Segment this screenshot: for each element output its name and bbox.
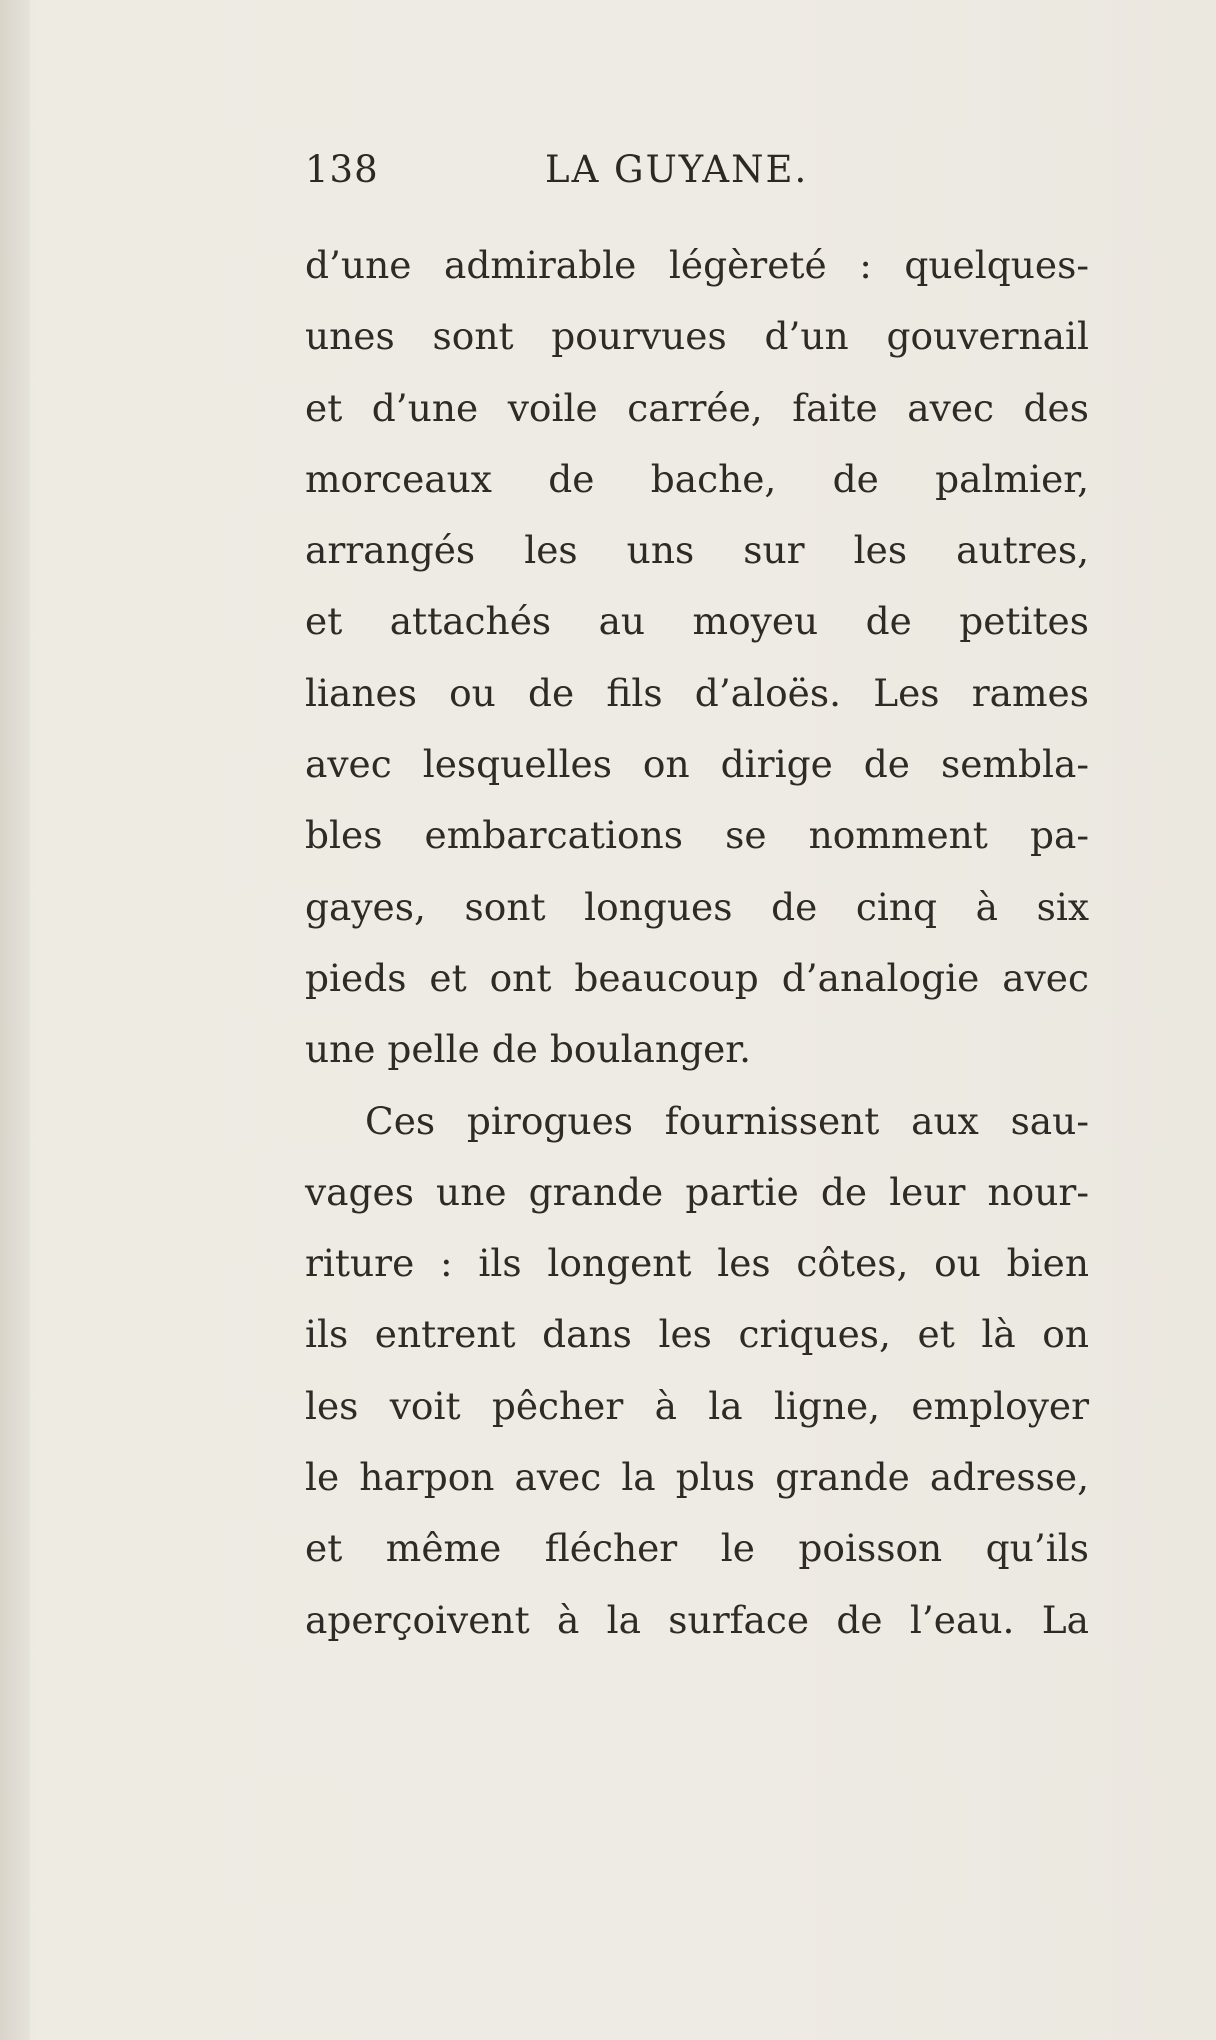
text-line: une pelle de boulanger. — [305, 1027, 751, 1072]
text-line: les voit pêcher à la ligne, employer — [305, 1383, 1089, 1428]
body-text — [305, 230, 1089, 1656]
text-line: et même flécher le poisson qu’ils — [305, 1526, 1089, 1571]
running-head — [305, 148, 1085, 208]
text-line: morceaux de bache, de palmier, — [305, 456, 1089, 501]
text-line: lianes ou de fils d’aloës. Les rames — [305, 670, 1089, 715]
text-line: pieds et ont beaucoup d’analogie avec — [305, 955, 1089, 1000]
text-line: et d’une voile carrée, faite avec des — [305, 385, 1089, 430]
text-line: unes sont pourvues d’un gouvernail — [305, 314, 1089, 359]
text-line: Ces pirogues fournissent aux sau- — [365, 1098, 1089, 1143]
text-line: le harpon avec la plus grande adresse, — [305, 1455, 1089, 1500]
page-number: 138 — [305, 148, 379, 191]
text-line: riture : ils longent les côtes, ou bien — [305, 1241, 1089, 1286]
text-line: et attachés au moyeu de petites — [305, 599, 1089, 644]
text-line: arrangés les uns sur les autres, — [305, 528, 1089, 573]
text-line: aperçoivent à la surface de l’eau. La — [305, 1597, 1089, 1642]
text-line: gayes, sont longues de cinq à six — [305, 884, 1089, 929]
running-title: LA GUYANE. — [545, 148, 809, 191]
text-line: avec lesquelles on dirige de sembla- — [305, 742, 1089, 787]
text-line: d’une admirable légèreté : quelques- — [305, 243, 1089, 287]
text-line: vages une grande partie de leur nour- — [305, 1169, 1089, 1214]
page-gutter — [0, 0, 30, 2040]
text-line: bles embarcations se nomment pa- — [305, 813, 1089, 858]
text-line: ils entrent dans les criques, et là on — [305, 1312, 1089, 1357]
